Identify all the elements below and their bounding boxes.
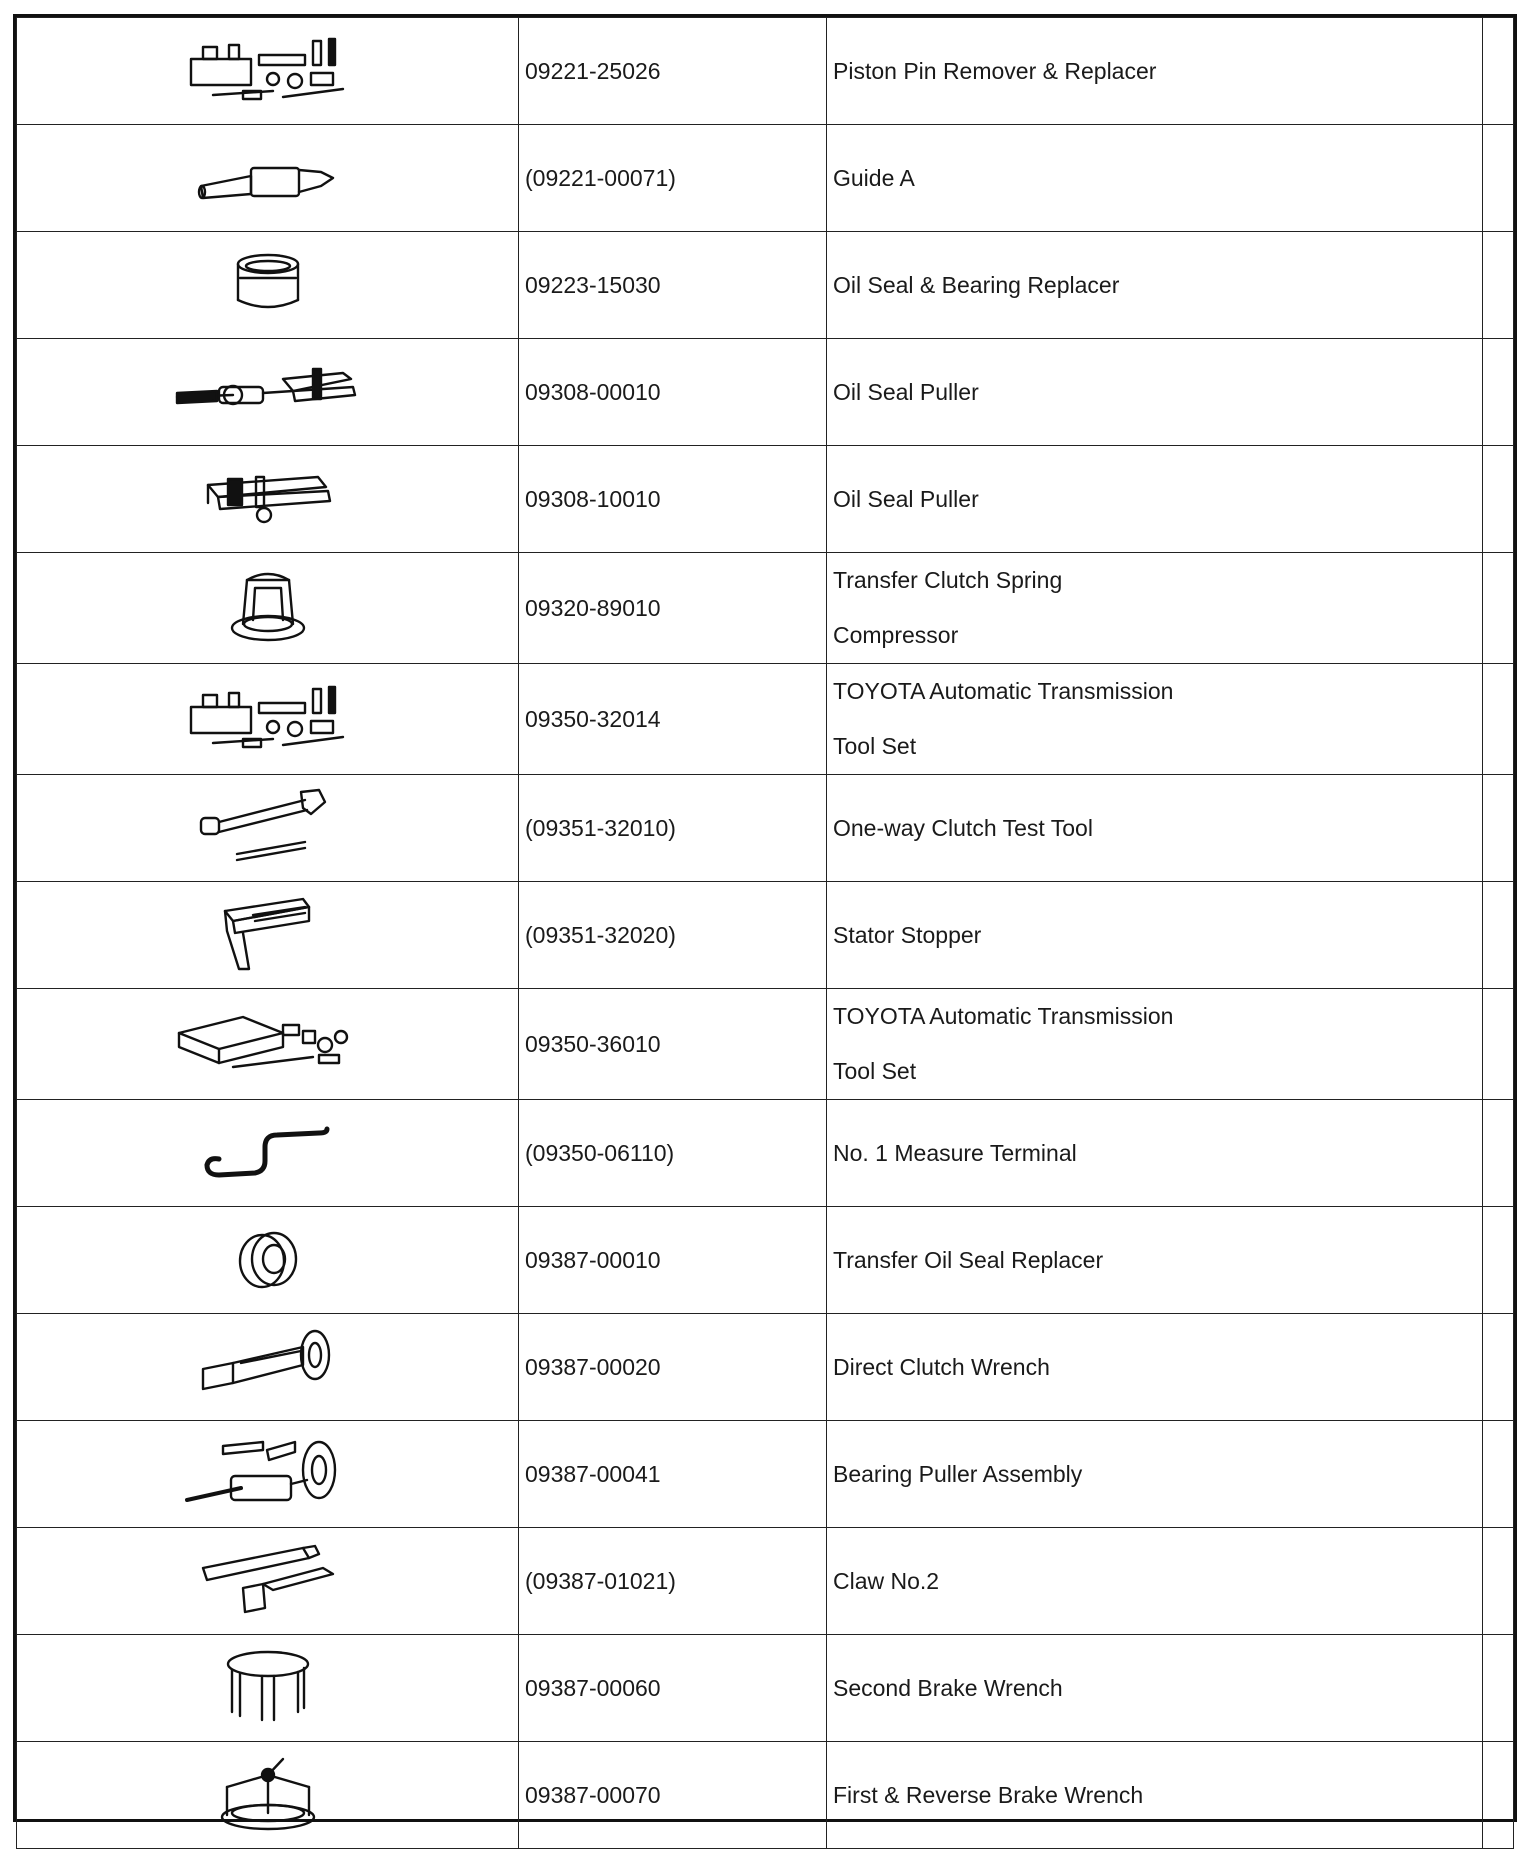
empty-cell — [1483, 775, 1514, 882]
tool-name-line: Tool Set — [833, 733, 917, 759]
tool-name — [827, 882, 1483, 989]
part-number: (09350-06110) — [519, 1100, 827, 1207]
part-number: (09387-01021) — [519, 1528, 827, 1635]
tool-name-line: TOYOTA Automatic Transmission — [833, 1003, 1174, 1029]
tool-name — [827, 1742, 1483, 1849]
tool-name — [827, 775, 1483, 882]
empty-cell — [1483, 1207, 1514, 1314]
tool-name-line: Second Brake Wrench — [833, 1674, 1063, 1701]
tool-illustration-cell — [17, 664, 519, 775]
part-number: 09387-00060 — [519, 1635, 827, 1742]
tool-illustration-cell — [17, 446, 519, 553]
tool-name-line: No. 1 Measure Terminal — [833, 1139, 1077, 1166]
part-number: 09387-00070 — [519, 1742, 827, 1849]
part-number: (09351-32010) — [519, 775, 827, 882]
measure-terminal-icon — [203, 1121, 333, 1181]
tool-illustration-cell — [17, 1421, 519, 1528]
tool-illustration-cell — [17, 18, 519, 125]
empty-cell — [1483, 232, 1514, 339]
slide-hammer-puller-icon — [173, 365, 363, 415]
tool-name-line: One-way Clutch Test Tool — [833, 814, 1093, 841]
tool-illustration-cell — [17, 775, 519, 882]
table-row — [17, 1421, 1514, 1528]
tool-name — [827, 1635, 1483, 1742]
empty-cell — [1483, 989, 1514, 1100]
test-tool-icon — [193, 786, 343, 866]
tool-name-line: Transfer Clutch Spring — [833, 567, 1063, 593]
part-number: 09308-10010 — [519, 446, 827, 553]
tool-name — [827, 1100, 1483, 1207]
table-row — [17, 1528, 1514, 1635]
part-number: (09221-00071) — [519, 125, 827, 232]
tool-illustration-cell — [17, 1635, 519, 1742]
part-number: 09221-25026 — [519, 18, 827, 125]
tool-name — [827, 1421, 1483, 1528]
tool-illustration-cell — [17, 553, 519, 664]
empty-cell — [1483, 339, 1514, 446]
table-row — [17, 1314, 1514, 1421]
tool-name — [827, 1207, 1483, 1314]
empty-cell — [1483, 1421, 1514, 1528]
tool-illustration-cell — [17, 989, 519, 1100]
tool-name-line: Bearing Puller Assembly — [833, 1460, 1083, 1487]
tool-illustration-cell — [17, 1207, 519, 1314]
empty-cell — [1483, 882, 1514, 989]
part-number: 09387-00041 — [519, 1421, 827, 1528]
table-row — [17, 882, 1514, 989]
bearing-puller-icon — [183, 1432, 353, 1512]
tool-name — [827, 664, 1483, 775]
table-row — [17, 339, 1514, 446]
claw-puller-icon — [198, 467, 338, 527]
tool-illustration-cell — [17, 1742, 519, 1849]
tool-illustration-cell — [17, 1100, 519, 1207]
table-row — [17, 553, 1514, 664]
table-row — [17, 989, 1514, 1100]
tool-name — [827, 339, 1483, 446]
table-row — [17, 775, 1514, 882]
part-number: 09387-00010 — [519, 1207, 827, 1314]
part-number: 09320-89010 — [519, 553, 827, 664]
tool-name-line: Stator Stopper — [833, 921, 982, 948]
tool-illustration-cell — [17, 125, 519, 232]
empty-cell — [1483, 1635, 1514, 1742]
empty-cell — [1483, 553, 1514, 664]
tool-name — [827, 232, 1483, 339]
tool-set-kit-icon — [173, 29, 363, 109]
tool-name — [827, 1314, 1483, 1421]
tool-illustration-cell — [17, 232, 519, 339]
tool-name-line: First & Reverse Brake Wrench — [833, 1781, 1144, 1808]
part-number: 09350-36010 — [519, 989, 827, 1100]
tool-name-line: Piston Pin Remover & Replacer — [833, 57, 1157, 84]
tool-name — [827, 18, 1483, 125]
tool-illustration-cell — [17, 339, 519, 446]
empty-cell — [1483, 446, 1514, 553]
table-row — [17, 446, 1514, 553]
tool-name-line: Oil Seal Puller — [833, 378, 979, 405]
claw-icon — [193, 1544, 343, 1614]
table-row — [17, 125, 1514, 232]
guide-rod-icon — [193, 146, 343, 206]
tool-name-line: Oil Seal & Bearing Replacer — [833, 271, 1120, 298]
tool-name-line: Tool Set — [833, 1058, 917, 1084]
brake-wrench-icon — [218, 1646, 318, 1726]
table-row — [17, 1742, 1514, 1849]
tool-set-case-icon — [173, 1007, 363, 1077]
empty-cell — [1483, 1100, 1514, 1207]
clutch-wrench-icon — [193, 1325, 343, 1405]
empty-cell — [1483, 1314, 1514, 1421]
tool-name — [827, 125, 1483, 232]
tool-name — [827, 1528, 1483, 1635]
table-row — [17, 232, 1514, 339]
empty-cell — [1483, 664, 1514, 775]
table-row — [17, 1635, 1514, 1742]
part-number: 09308-00010 — [519, 339, 827, 446]
part-number: (09351-32020) — [519, 882, 827, 989]
table-row — [17, 664, 1514, 775]
tool-illustration-cell — [17, 1314, 519, 1421]
stator-stopper-icon — [213, 893, 323, 973]
tool-name-line: Oil Seal Puller — [833, 485, 979, 512]
tool-name — [827, 989, 1483, 1100]
empty-cell — [1483, 1528, 1514, 1635]
table-row — [17, 1207, 1514, 1314]
part-number: 09350-32014 — [519, 664, 827, 775]
tool-name-line: Guide A — [833, 164, 915, 191]
tool-illustration-cell — [17, 1528, 519, 1635]
ring-replacer-icon — [228, 1223, 308, 1293]
spring-compressor-icon — [223, 566, 313, 646]
special-tools-table — [13, 14, 1517, 1822]
empty-cell — [1483, 125, 1514, 232]
table-row — [17, 1100, 1514, 1207]
part-number: 09387-00020 — [519, 1314, 827, 1421]
tool-name-line: TOYOTA Automatic Transmission — [833, 678, 1174, 704]
tool-name-line: Transfer Oil Seal Replacer — [833, 1246, 1104, 1273]
tool-set-kit-icon — [173, 677, 363, 757]
tool-name-line: Compressor — [833, 622, 959, 648]
three-arm-wrench-icon — [213, 1753, 323, 1833]
part-number: 09223-15030 — [519, 232, 827, 339]
tool-name-line: Direct Clutch Wrench — [833, 1353, 1050, 1380]
tool-name — [827, 446, 1483, 553]
empty-cell — [1483, 1742, 1514, 1849]
table-row — [17, 18, 1514, 125]
tool-illustration-cell — [17, 882, 519, 989]
cup-replacer-icon — [228, 248, 308, 318]
tool-name — [827, 553, 1483, 664]
tool-name-line: Claw No.2 — [833, 1567, 940, 1594]
empty-cell — [1483, 18, 1514, 125]
